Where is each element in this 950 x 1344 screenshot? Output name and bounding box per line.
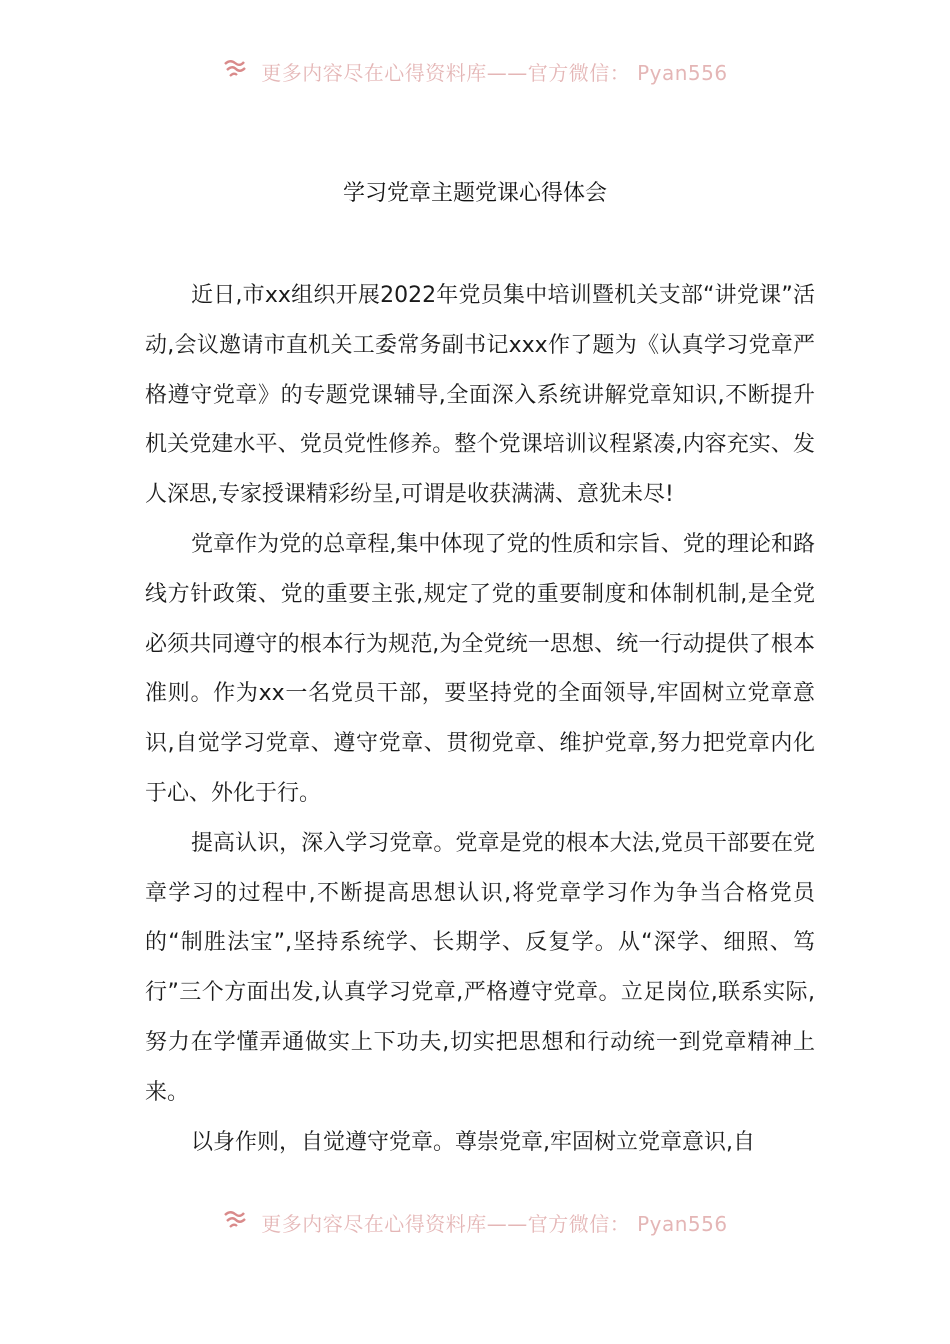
watermark-text: 更多内容尽在心得资料库——官方微信： Pyan556 [261, 60, 728, 85]
watermark-text: 更多内容尽在心得资料库——官方微信： Pyan556 [261, 1211, 728, 1236]
footer-watermark [0, 1207, 950, 1237]
document-title: 学习党章主题党课心得体会 [342, 181, 607, 206]
paragraph-4: 以身作则，自觉遵守党章。尊崇党章,牢固树立党章意识,自 [191, 1129, 755, 1155]
seal-logo-icon [222, 1209, 248, 1238]
paragraph-1: 近日,市xx组织开展2022年党员集中培训暨机关支部“讲党课”活动,会议邀请市直机关工委常务副书记xxx作了题为《认真学习党章严格遵守党章》的专题党课辅导,全面深入系统讲解党章知识,不断提升机关党建水平、党员党性修养。整个党课培训议程紧凑,内容充实、发人深思,专家授课精彩纷呈,可谓是收获满满、意犹未尽! [145, 283, 815, 508]
paragraph-2: 党章作为党的总章程,集中体现了党的性质和宗旨、党的理论和路线方针政策、党的重要主张,规定了党的重要制度和体制机制,是全党必须共同遵守的根本行为规范,为全党统一思想、统一行动提供了根本准则。作为xx一名党员干部，要坚持党的全面领导,牢固树立党章意识,自觉学习党章、遵守党章、贯彻党章、维护党章,努力把党章内化于心、外化于行。 [145, 531, 815, 806]
header-watermark [0, 56, 950, 86]
paragraph-3: 提高认识，深入学习党章。党章是党的根本大法,党员干部要在党章学习的过程中,不断提高思想认识,将党章学习作为争当合格党员的“制胜法宝”,坚持系统学、长期学、反复学。从“深学、细照、笃行”三个方面出发,认真学习党章,严格遵守党章。立足岗位,联系实际,努力在学懂弄通做实上下功夫,切实把思想和行动统一到党章精神上来。 [145, 830, 815, 1105]
document-body [145, 271, 815, 1167]
seal-logo-icon [222, 58, 248, 87]
page-body-clip [0, 271, 950, 1216]
